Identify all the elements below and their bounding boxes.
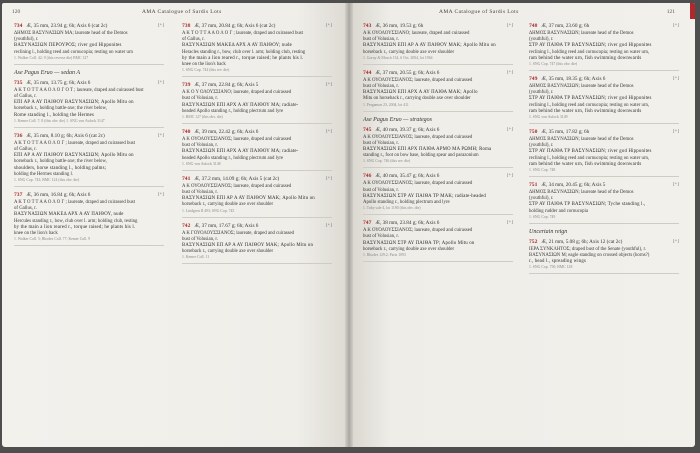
entry-legend-line: Α Κ ΓΟΥΟΛΟΥΣΣΙΑΝΟΣ; laureate, draped and cuirassed [182, 230, 294, 236]
entry-legend-line: bust of Volusian, r. [182, 236, 218, 242]
entry-description: Æ, 21 mm, 5.08 g; 6h; Axis 12 (cat 2c) [541, 238, 623, 245]
entry-header [363, 220, 513, 226]
entry-header [14, 192, 164, 198]
page-number-right: 121 [666, 9, 675, 15]
entry-legend-line: reclining l., holding reed and cornucopia; resting on water urn, [529, 49, 650, 55]
entry-divider [529, 123, 679, 124]
entry-number: 736 [14, 132, 23, 139]
entry-legend-line: bust of Volusian, r. [363, 234, 399, 240]
entry-legend-line: of Gallus, r. [14, 147, 37, 153]
entry-reference-mark: [+] [506, 23, 513, 28]
entry-reference-mark: [+] [157, 192, 164, 198]
entry-note: 1. Tuby sale 4, lot 1180 (this obv. die) [363, 206, 421, 211]
entry-legend-line: of Gallus, r. [14, 94, 37, 100]
entry-legend-line: by the main a lion reared r., torque raised; he plants his l. [182, 55, 304, 61]
entry-note: 1. SNG Cop. 749 [529, 214, 556, 219]
entry-legend-line: ΒΑΣΥΝΑΣΙΩΝ ΕΠΙ ΑΡΧ Α ΑΥ ΠΑΙΘΟΥ ΜΑ; radiate- [182, 149, 299, 155]
entry-note: 1. Walker Coll. 5; Rhodes Coll. 77; Kemer Coll. 9 [14, 237, 91, 242]
entry-note: 1. SNG Cop. 744 (this rev. die) [182, 68, 230, 73]
entry-reference-mark: [+] [325, 82, 332, 88]
entry-note: 1. SNG Cop. 750; BMC 128 [529, 265, 573, 270]
entry-description: Æ, 35 mm, 23.94 g; 6h; Axis 6 (cat 2c) [26, 23, 108, 29]
entry-note: 1. Rhodes 129.2; Paris 1093 [363, 253, 406, 258]
entry-legend-line: Α Κ Τ Ο Τ Τ Α Α Ο Λ Ο Γ ; laureate, draped and cuirassed bust [14, 140, 135, 146]
entry-legend-line: ΒΑΣΥΝΑΣΙΩΝ ΜΑΚΕΔ ΑΡΧ Α ΑΥ ΠΑΙΘΟΥ, nude [14, 212, 124, 218]
entry-note: 1. SNG Cop. 743; BMC 124 (this obv. die) [14, 178, 80, 183]
catalogue-entry [14, 80, 164, 128]
entry-legend-line: horseback r., carrying double axe over shoulder [363, 49, 455, 55]
entry-header [529, 182, 679, 188]
entry-legend-line: ΒΑΣΥΝΑΣΙΩΝ ΕΠΙ ΑΡΧ Α ΑΥ ΠΑΙΘΑ ΜΑΚ; Apollo [363, 90, 478, 96]
entry-legend-line: bust of Volusian, r. [182, 143, 218, 149]
entry-number: 742 [182, 222, 191, 229]
entry-number: 738 [182, 23, 191, 29]
entry-number: 747 [363, 220, 372, 227]
section-heading: Ase Pagus Eruo — strategos [363, 116, 432, 123]
catalogue-entry [182, 129, 332, 171]
entry-legend-line: Apollo standing r., holding plectrum and lyre [363, 200, 450, 206]
entry-header [182, 23, 332, 29]
entry-legend-line: headed Apollo standing r., holding plectrum and lyre [182, 155, 284, 161]
catalogue-entry [363, 127, 513, 169]
entry-legend-line: knee on the lion's back [14, 231, 58, 237]
entry-legend-line: ΒΑΣΥΝΑΣΙΩΝ ΠΕΡΟΥΡΟΣ; river god Hipponites [14, 43, 122, 49]
entry-legend-line: (youthful), r. [529, 37, 554, 43]
entry-reference-mark: [+] [672, 182, 679, 188]
entry-legend-line: bust of Volusian, r. [363, 187, 399, 193]
entry-description: Æ, 35 mm, 13.75 g; 6h; Axis 6 [26, 79, 91, 86]
entry-legend-line: ΒΑΣΥΝΑΣΙΩΝ Μ; eagle standing on crossed objects (horns?) [529, 253, 650, 259]
entry-legend-line: ΣΤΡ ΑΥ ΠΑΙΘΑ ΤΡ ΒΑΣΥΝΑΣΙΩΝ; Tyche standing l., [529, 202, 646, 208]
entry-legend-line: Α Κ ΟΥΟΛΟΥΣΣΙΑΝΟΣ; laureate, draped and cuirassed [363, 134, 473, 140]
entry-divider [182, 263, 332, 264]
catalogue-entry [182, 223, 332, 265]
entry-legend-line: headed Apollo standing r., holding plectrum and lyre [182, 108, 284, 114]
entry-description: Æ, 40 mm, 39.37 g; 6h; Axis 6 [375, 126, 440, 133]
entry-reference-mark: [+] [672, 238, 679, 244]
entry-description: Æ, 36 mm, 16.84 g; 6h; Axis 6 [26, 192, 91, 199]
entry-note: 1. BMC 127 (this obv. die) [182, 115, 223, 120]
entry-legend-line: Α Κ Τ Ο Τ Τ Α Α Ο Λ Ο Γ ; laureate, draped and cuirassed bust [14, 200, 135, 206]
entry-legend-line: Hercules standing r., bow, club over l. arm; holding club, resting [14, 218, 138, 224]
entry-legend-line: Α Κ Τ Ο Τ Τ Α Α Ο Λ Ο Γ Ο Τ ; laureate, draped and cuirassed bust [14, 87, 144, 93]
entry-reference-mark: [+] [157, 79, 164, 85]
entry-reference-mark: [+] [325, 23, 332, 28]
entry-header [14, 23, 164, 29]
entry-number: 741 [182, 175, 191, 182]
running-head-right: AMA Catalogue of Sardis Lots [439, 9, 519, 15]
entry-description: Æ, 35 mm, 18.35 g; 6h; Axis 6 [541, 76, 606, 83]
entry-divider [182, 170, 332, 171]
entry-legend-line: knee on the lion's back [182, 62, 226, 68]
entry-number: 739 [182, 82, 191, 89]
entry-legend-line: ΒΑΣΥΝΑΣΙΩΝ ΣΤΡ ΑΥ ΠΑΙΘΑ ΤΡ; Apollo Mitu on [363, 240, 475, 246]
catalogue-entry [182, 82, 332, 124]
entry-legend-line: ΒΑΣΥΝΑΣΙΩΝ ΕΠΙ ΑΡ Α ΑΥ ΠΑΙΘΟΥ ΜΑΚ; Apollo Mitu on [363, 43, 496, 49]
entry-legend-line: ΒΑΣΥΝΑΣΙΩΝ ΣΤΡ ΑΥ ΠΑΙΘΑ ΤΡ ΜΑΚ; radiate-headed [363, 193, 487, 199]
right-page [349, 3, 695, 447]
entry-legend-line: of Gallus, r. [14, 206, 37, 212]
entry-description: Æ, 38 mm, 23.84 g; 6h; Axis 6 [375, 220, 440, 227]
entry-legend-line: ΒΑΣΥΝΑΣΙΩΝ ΕΠΙ ΑΡ Α ΑΥ ΠΑΙΘΟΥ ΜΑΚ; Apollo Mitu on [182, 196, 315, 202]
entry-legend-line: Α Κ ΟΥΟΛΟΥΣΣΙΑΝΟΣ; laureate, draped and cuirassed [363, 77, 473, 83]
entry-legend-line: by the main a lion reared r., torque raised; he plants his l. [14, 224, 136, 230]
entry-legend-line: ΣΤΡ ΑΥ ΠΑΙΘΑ ΤΡ ΒΑΣΥΝΑΣΙΩΝ; river god Hipponites [529, 43, 652, 49]
entry-reference-mark: [+] [506, 69, 513, 75]
section-heading: Uncertain reign [529, 228, 568, 235]
entry-legend-line: Α Κ Ο Υ ΟΛΟΥΣΣΙΑΝΟ; laureate, draped and cuirassed [182, 90, 292, 96]
entry-legend-line: ΕΠΙ ΑΡ Α ΑΥ ΠΑΙΘΟΥ ΒΑΣΥΝΑΣΙΩΝ; Apollo Mitu on [14, 153, 134, 159]
catalogue-entry [363, 70, 513, 112]
entry-divider [529, 273, 679, 274]
entry-legend-line: Α Κ ΟΥΟΛΟΥΣΣΙΑΝΟ; laureate, draped and cuirassed [363, 31, 470, 36]
catalogue-entry [363, 173, 513, 215]
entry-divider [14, 245, 164, 246]
entry-legend-line: ram behind the water urn, fish swimming downwards [529, 55, 642, 61]
entry-header [182, 223, 332, 229]
entry-header [529, 129, 679, 135]
entry-description: Æ, 35 mm, 17.82 g; 6h [541, 129, 590, 136]
entry-legend-line: ΣΤΡ ΑΥ ΠΑΙΘΑ ΤΡ ΒΑΣΥΝΑΣΙΩΝ; river god Hipponites [529, 96, 652, 102]
entry-legend-line: standing r., foot on bow base, holding spear and parazonium [363, 153, 479, 159]
entry-reference-mark: [+] [506, 173, 513, 179]
entry-divider [14, 127, 164, 128]
page-number-left: 120 [12, 9, 21, 15]
entry-header [182, 129, 332, 135]
entry-description: Æ, 37 mm, 22.84 g; 6h; Axis 5 [194, 82, 259, 89]
entry-legend-line: horseback r., carrying double axe over shoulder [363, 246, 455, 252]
entry-divider [529, 70, 679, 71]
entry-divider [182, 123, 332, 124]
entry-legend-line: bust of Volusian, r. [182, 190, 218, 196]
entry-legend-line: Heracles standing r., bow, club over l. arm; holding club, resting [182, 49, 306, 55]
entry-description: Æ, 40 mm, 35.47 g; 6h; Axis 6 [375, 173, 440, 180]
entry-header [363, 23, 513, 29]
entry-legend-line: holding rudder and cornucopia [529, 208, 589, 214]
entry-divider [363, 64, 513, 65]
entry-legend-line: horseback r., holding battle-axe; the river below, [14, 159, 107, 165]
entry-description: Æ, 37 mm, 17.67 g; 6h; Axis 6 [194, 222, 259, 229]
entry-divider [14, 186, 164, 187]
entry-header [14, 133, 164, 139]
entry-legend-line: ram behind the water urn, fish swimming downwards [529, 108, 642, 114]
entry-reference-mark: [+] [157, 23, 164, 28]
entry-number: 748 [529, 23, 538, 29]
catalogue-entry [14, 192, 164, 246]
entry-note: 1. Pergamon 23, 2004, lot 411 [363, 102, 409, 107]
entry-note: 1. Kemer Coll. 7; 8 (this obv. die) 1. SNG von Aulock 3147 [14, 118, 105, 123]
entry-legend-line: bust of Volusian, r. [363, 37, 399, 43]
entry-reference-mark: [+] [325, 129, 332, 135]
right-column-1 [363, 23, 513, 267]
entry-legend-line: Mitu on horseback r., carrying double axe over shoulder [363, 96, 471, 102]
entry-legend-line: Α Κ Τ Ο Τ Τ Α Α Ο Λ Ο Γ ; laureate, draped and cuirassed bust [182, 31, 303, 36]
entry-number: 749 [529, 76, 538, 83]
entry-note: 1. SNG Cop. 746 (this rev. die) [363, 159, 411, 164]
entry-legend-line: ΙΕΡΑ ΣΥΝΚΛΗΤΟΣ; draped bust of the Senate (youthful), r. [529, 246, 646, 252]
entry-divider [182, 217, 332, 218]
entry-reference-mark: [+] [325, 222, 332, 228]
entry-number: 743 [363, 23, 372, 29]
entry-note: 1. Lindgren II 493; SNG Cop. 745 [182, 208, 235, 213]
entry-legend-line: horseback r., holding battle-axe; the river below, [14, 106, 107, 112]
entry-legend-line: Α Κ ΟΥΟΛΟΥΣΣΙΑΝΟΣ; laureate, draped and cuirassed [363, 181, 473, 187]
entry-legend-line: ΔΗΜΟΣ ΒΑΣΥΝΑΣΙΩΝ ΜΑ; laureate head of the Demos [14, 31, 128, 36]
entry-legend-line: ΒΑΣΥΝΑΣΙΩΝ ΕΠΙ ΑΡΧ Α ΑΥ ΠΑΙΘΟΥ ΜΑ; radiate- [182, 102, 299, 108]
left-column-2 [182, 23, 332, 269]
entry-note: 1. SNG von Aulock 3148 [182, 161, 221, 166]
entry-header [363, 70, 513, 76]
entry-header [363, 173, 513, 179]
entry-legend-line: shoulders, horse standing l., holding palms; [14, 165, 107, 171]
entry-legend-line: bust of Volusian, r. [363, 84, 399, 90]
entry-description: Æ, 37 mm, 23.60 g; 6h [541, 23, 590, 29]
entry-legend-line: ΣΤΡ ΑΥ ΠΑΙΘΑ ΤΡ ΒΑΣΥΝΑΣΙΩΝ; river god Hipponites [529, 149, 652, 155]
open-book [2, 3, 698, 450]
entry-legend-line: holding the Hermes standing l. [14, 171, 74, 177]
catalogue-entry [363, 23, 513, 65]
entry-legend-line: (youthful), r. [529, 90, 554, 96]
entry-legend-line: Rome standing l., holding the Hermes [14, 112, 95, 118]
entry-note: 1. Gorny & Mosch 134, 6 Oct. 2004, lot 1964 [363, 55, 433, 60]
entry-legend-line: horseback r., carrying double axe over shoulder [182, 249, 274, 255]
entry-legend-line: of Gallus, r. [182, 37, 205, 43]
book-spine-shadow [345, 3, 353, 447]
entry-legend-line: ΔΗΜΟΣ ΒΑΣΥΝΑΣΙΩΝ; laureate head of the Demos [529, 137, 634, 143]
catalogue-entry [529, 182, 679, 224]
left-page [2, 3, 349, 447]
entry-description: Æ, 34 mm, 20.45 g; 6h; Axis 5 [541, 182, 606, 189]
entry-divider [363, 261, 513, 262]
catalogue-entry [529, 239, 679, 275]
catalogue-entry [529, 76, 679, 124]
entry-legend-line: ΔΗΜΟΣ ΒΑΣΥΝΑΣΙΩΝ; laureate head of the Demos [529, 190, 634, 196]
entry-number: 752 [529, 238, 538, 245]
entry-header [363, 127, 513, 133]
catalogue-entry [14, 133, 164, 187]
entry-description: Æ, 37 mm, 20.84 g; 6h; Axis 6 (cat 2c) [194, 23, 276, 29]
catalogue-entry [14, 23, 164, 65]
entry-legend-line: ΒΑΣΥΝΑΣΙΩΝ ΕΠΙ ΑΡΧ ΠΑΙΘΑ ΑΡΜΟ ΜΑ ΡΩΜΗ; Roma [363, 147, 492, 153]
entry-legend-line: bust of Volusian, r. [363, 140, 399, 146]
entry-reference-mark: [+] [157, 132, 164, 138]
catalogue-entry [182, 176, 332, 218]
entry-reference-mark: [+] [325, 175, 332, 181]
entry-number: 745 [363, 126, 372, 133]
entry-header [529, 76, 679, 82]
entry-legend-line: ram behind the water urn, fish swimming downwards [529, 161, 642, 167]
entry-legend-line: reclining l., holding reed and cornucopia; resting on water urn, [529, 155, 650, 161]
entry-legend-line: Α Κ ΟΥΟΛΟΥΣΣΙΑΝΟΣ; laureate, draped and cuirassed [363, 228, 473, 234]
entry-description: Æ, 39 mm, 22.42 g; 6h; Axis 6 [194, 129, 259, 136]
entry-note: 1. Kemer Coll. 11 [182, 255, 210, 260]
catalogue-entry [363, 220, 513, 262]
entry-legend-line: ΒΑΣΥΝΑΣΙΩΝ ΜΑΚΕΔ ΑΡΧ Α ΑΥ ΠΑΙΘΟΥ; nude [182, 43, 292, 49]
entry-reference-mark: [+] [672, 23, 679, 28]
entry-divider [182, 76, 332, 77]
entry-legend-line: Α Κ ΟΥΟΛΟΥΣΣΙΑΝΟΣ; laureate, draped and cuirassed [182, 137, 292, 143]
entry-description: Æ, 37.2 mm, 14.09 g; 6h; Axis 5 (cat 2c) [194, 175, 280, 182]
entry-number: 740 [182, 129, 191, 136]
entry-number: 737 [14, 192, 23, 199]
entry-legend-line: (youthful), r. [529, 143, 554, 149]
entry-description: Æ, 36 mm, 19.53 g; 6h [375, 23, 424, 29]
entry-legend-line: Α Κ ΟΥΟΛΟΥΣΣΙΑΝΟΣ; laureate, draped and cuirassed [182, 183, 292, 189]
entry-legend-line: reclining l., holding reed and cornucopia; resting on water urn [14, 49, 133, 55]
entry-reference-mark: [+] [506, 220, 513, 226]
entry-legend-line: bust of Volusian, r. [182, 96, 218, 102]
entry-divider [529, 176, 679, 177]
entry-legend-line: reclining l., holding reed and cornucopia; resting on water urn, [529, 102, 650, 108]
entry-reference-mark: [+] [672, 129, 679, 135]
entry-number: 735 [14, 79, 23, 86]
catalogue-entry [182, 23, 332, 77]
entry-legend-line: ΒΑΣΥΝΑΣΙΩΝ ΕΠ ΑΡ Α ΑΥ ΠΑΙΘΟΥ ΜΑΚ; Apollo Mitu on [182, 243, 314, 249]
entry-number: 750 [529, 129, 538, 136]
entry-note: 1. SNG Cop. 747 (this obv. die) [529, 62, 578, 67]
catalogue-entry [529, 129, 679, 177]
entry-note: 1. SNG von Aulock 3149 [529, 115, 568, 120]
catalogue-entry [529, 23, 679, 71]
entry-number: 744 [363, 69, 372, 76]
entry-header [182, 82, 332, 88]
section-heading: Ase Pagus Eruo — sedan A [14, 69, 81, 76]
entry-reference-mark: [+] [506, 126, 513, 132]
entry-legend-line: ΔΗΜΟΣ ΒΑΣΥΝΑΣΙΩΝ; laureate head of the Demos [529, 31, 634, 36]
entry-divider [363, 214, 513, 215]
entry-header [529, 239, 679, 245]
entry-note: 1. SNG Cop. 748 [529, 168, 556, 173]
entry-number: 746 [363, 173, 372, 180]
entry-legend-line: ΕΠΙ ΑΡ Α ΑΥ ΠΑΙΘΟΥ ΒΑΣΥΝΑΣΙΩΝ; Apollo Mitu on [14, 100, 134, 106]
entry-legend-line: horseback r., carrying double axe over shoulder [182, 202, 274, 208]
right-column-2 [529, 23, 679, 279]
entry-number: 734 [14, 23, 23, 29]
entry-number: 751 [529, 182, 538, 189]
running-head-left: AMA Catalogue of Sardis Lots [142, 9, 222, 15]
entry-legend-line: (youthful), r. [529, 196, 554, 202]
entry-divider [529, 223, 679, 224]
entry-divider [363, 167, 513, 168]
entry-note: 1. Walker Coll. 42; 9 (this reverse die) BMC 127 [14, 55, 89, 60]
entry-legend-line: ΔΗΜΟΣ ΒΑΣΥΝΑΣΙΩΝ; laureate head of the Demos [529, 84, 634, 90]
red-bookmark-tab [690, 3, 695, 19]
entry-header [14, 80, 164, 86]
entry-divider [363, 111, 513, 112]
entry-legend-line: (youthful), r. [14, 37, 39, 43]
entry-header [529, 23, 679, 29]
entry-description: Æ, 35 mm, 8.10 g; 6h; Axis 6 (cat 2c) [26, 132, 105, 139]
entry-divider [14, 64, 164, 65]
entry-header [182, 176, 332, 182]
entry-reference-mark: [+] [672, 76, 679, 82]
entry-legend-line: r., head l., spreading wings [529, 259, 587, 265]
left-column-1 [14, 23, 164, 251]
entry-description: Æ, 37 mm, 20.55 g; 6h; Axis 6 [375, 69, 440, 76]
